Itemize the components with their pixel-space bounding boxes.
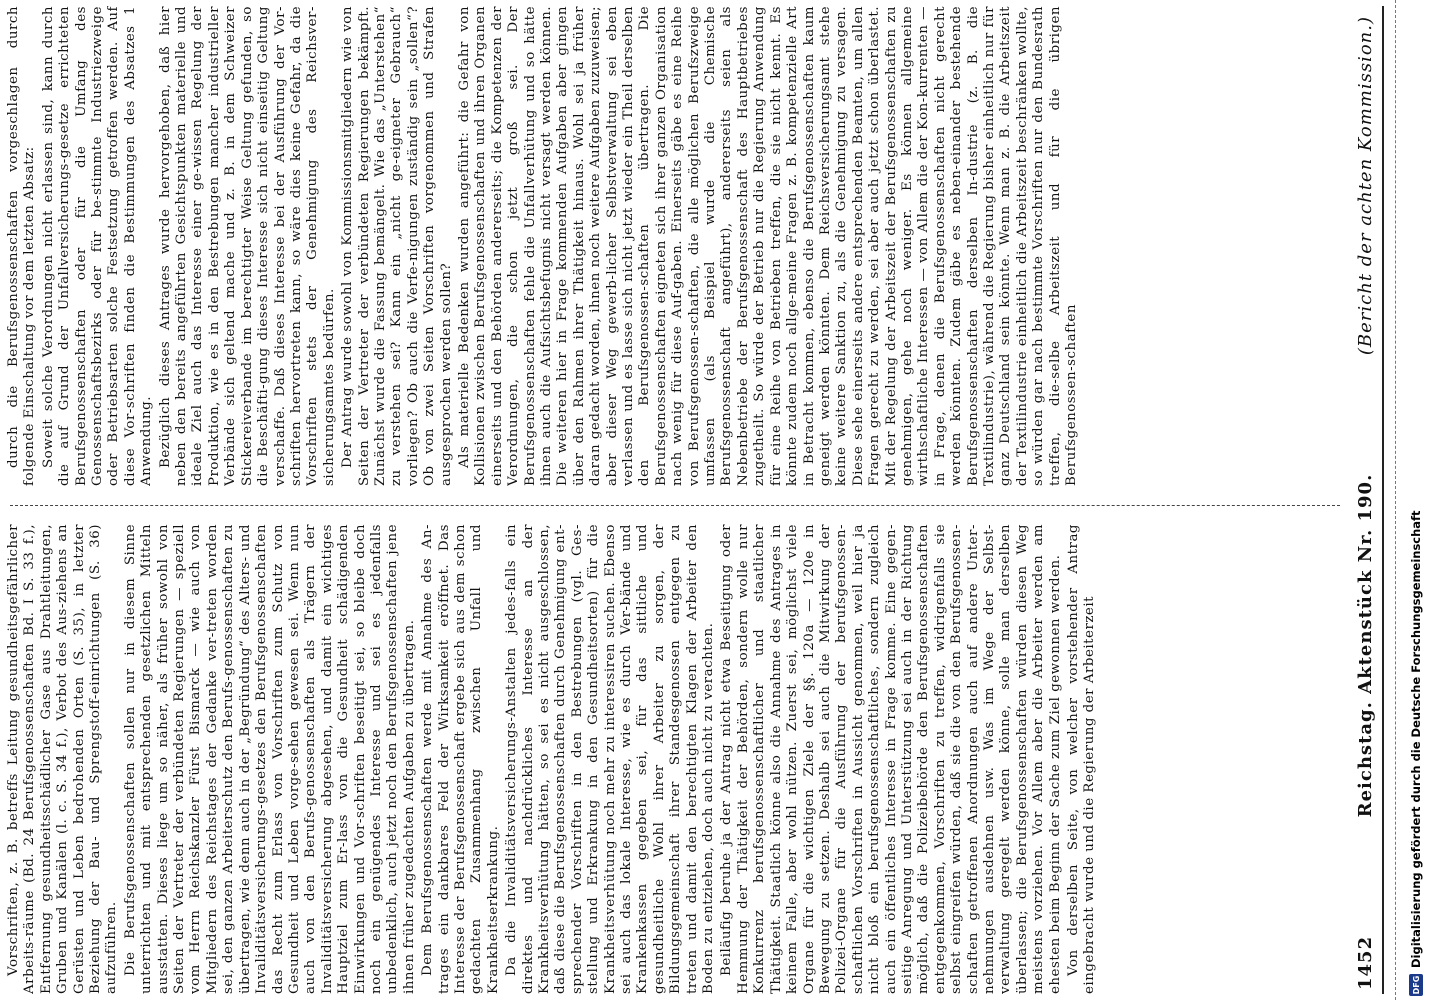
paragraph: Vorschriften, z. B. betreffs Leitung gesundheitsgefährlicher Arbeits-räume (Bd. 24 Berufsgenossenschaften Bd. I S. 33 f.), Entfernung gesundheitsschädlicher Gase aus Drahtleitungen, Gruben und Kanälen (l. c. S. 34 f.), Verbot des Aus-ziehens an Gerüsten und Leben bedrohenden Orten (S. 35), in letzter Beziehung der Bau- und Sprengstoff-einrichtungen (S. 36) aufzuführen. [6,524,120,994]
rotated-newspaper-sheet [6,6,1386,994]
paragraph: Bezüglich dieses Antrages wurde hervorgehoben, daß hier neben den bereits angeführten Gesichtspunkten materielle und ideale Ziel auch das Interesse einer ge-wissen Regelung der Produktion, wie es in den Bestrebungen mancher industrieller Verbände sich geltend mache und z. B. in dem Schweizer Stickereiverbande im berechtigter Weise Geltung gefunden, so die Beschäfti-gung dieses Interesse sich nicht einseitig Geltung verschaffe. Daß dieses Interesse bei der Ausführung der Vor-schriften hervortreten kann, so wäre dies keine Gefahr, da die Vorschriften stets der Genehmigung des Reichsver-sicherungsamtes bedürfen. [157,6,337,486]
page-header [1348,6,1384,994]
running-head-right: (Bericht der achten Kommission.) [1354,16,1376,356]
paragraph: Als materielle Bedenken wurden angeführt: die Gefahr von Kollisionen zwischen Berufsgenossenschaften und ihren Organen einerseits und den Behörden andererseits; die Kompetenzen der Verordnungen, die schon jetzt groß sei. Der Berufsgenossenschaften fehle die Unfallverhütung und so hätte ihnen auch die Aufsichtsbefugnis nicht versagt werden können. Die weiteren hier in Frage kommenden Aufgaben aber gingen über den Rahmen ihrer Thätigkeit hinaus. Wohl sei ja früher daran gedacht worden, ihnen noch weitere Aufgaben zuzuweisen; aber dieser Weg gewerb-licher Selbstverwaltung sei eben verlassen und es lasse sich nicht jetzt wieder ein Theil derselben den Berufsgenossen-schaften übertragen. Die Berufsgenossenschaften eigneten sich ihrer ganzen Organisation nach wenig für diese Auf-gaben. Einerseits gäbe es eine Reihe von Berufsgenossen-schaften, die alle möglichen Berufszweige umfassen (als Beispiel wurde die Chemische Berufsgenossenschaft angeführt), andererseits seien als Nebenbetriebe der Berufsgenossenschaft des Hauptbetriebes zugetheilt. So würde der Betrieb nur die Regierung Anwendung für eine Reihe von Betrieben treffen, die sie nicht kennt. Es könnte zudem noch allge-meine Fragen z. B. kompetenzielle Art in Betracht kommen, ebenso die Berufsgenossenschaften kaum geneigt werden könnten. Dem Reichsversicherungsamt stehe keine weitere Sanktion zu, als die Genehmigung zu versagen. Diese sehe einerseits andere entsprechenden Beamten, um allen Fragen gerecht zu werden, sei aber auch jetzt schon überlastet. Mit der Regelung der Arbeitszeit der Berufsgenossenschaften zu genehmigen, gehe noch weniger. Es können allgemeine wirthschaftliche Interessen — von Allem die der Kon-kurrenten — in Frage, denen die Berufsgenossenschaften nicht gerecht werden könnten. Zudem gäbe es neben-einander bestehende Berufsgenossenschaften derselben In-dustrie (z. B. die Textilindustrie), während die Regierung bisher einheitlich nur für ganz Deutschland sein könnte. Wenn man z. B. die Arbeitszeit der Textilindustrie einheitlich die Arbeitszeit beschränken wollte, so würden gar nach bestimmte Vorschriften nur den Bundesrath treffen, die-selbe Arbeitszeit und für die übrigen Berufsgenossen-schaften [456,6,1079,486]
credit-text: Digitalisierung gefördert durch die Deutsche Forschungsgemeinschaft [1409,510,1423,968]
page-number: 1452 [1354,935,1376,990]
paragraph: durch die Berufsgenossenschaften vorgeschlagen durch folgende Einschaltung vor dem letzten Absatz: [6,6,38,486]
paragraph: Soweit solche Verordnungen nicht erlassen sind, kann durch die auf Grund der Unfallversicherungs-gesetze errichteten Berufsgenossenschaften oder für die Umfang des Genossenschaftsbezirks oder für be-stimmte Industriezweige oder Betriebsarten solche Festsetzung getroffen werden. Auf diese Vor-schriften finden die Bestimmungen des Absatzes 1 Anwendung. [40,6,155,486]
running-head: Reichstag. Aktenstück Nr. 190. [1354,473,1376,818]
paragraph: Dem Berufsgenossenschaften werde mit Annahme des An-trages ein dankbares Feld der Wirksamkeit eröffnet. Das Interesse der Berufsgenossenschaft ergebe sich aus dem schon gedachten Zusammenhang zwischen Unfall und Krankheitserkrankung. [420,524,501,994]
paragraph: Da die Invaliditätsversicherungs-Anstalten jedes-falls ein direktes und nachdrückliches Interesse an der Krankheitsverhütung hätten, so sei es nicht ausgeschlossen, daß diese die Berufsgenossenschaften durch Genehmigung ent-sprechender Vorschriften in den Bestrebungen (vgl. Ges-stellung und Erkrankung in den Gesundheitsorten) für die Krankheitsverhütung noch mehr zu interessiren suchen. Ebenso sei auch das lokale Interesse, wie es durch Ver-bände und Krankenkassen gegeben sei, für das sittliche und gesundheitliche Wohl ihrer Arbeiter zu sorgen, der Bildungsgemeinschaft ihrer Standesgenossen entgegen zu treten und damit den berechtigten Klagen der Arbeiter den Boden zu entziehen, doch auch nicht zu verachten. [504,524,717,994]
paragraph: Von derselben Seite, von welcher vorstehender Antrag eingebracht wurde und die Regierung der Arbeiterzeit [1066,524,1098,994]
dfg-logo: DFG [1409,974,1423,996]
left-column [6,524,1344,994]
paragraph: Beiläufig beruhe ja der Antrag nicht etwa Beseitigung oder Hemmung der Thätigkeit der Behörden, sondern wolle nur Konkurrenz berufsgenossenschaftlicher und staatlicher Thätigkeit. Staatlich könne also die Annahme des Antrages in keinem Falle, aber wohl nützen. Zuerst sei, möglichst viele Organe für die wichtigen Ziele der §§. 120a — 120e in Bewegung zu setzen. Deshalb sei auch die Mitwirkung der Polizei-Organe für die Ausführung der berufsgenossen-schaftlichen Vorschriften in Aussicht genommen, weil hier ja nicht bloß ein berufsgenossenschaftliches, sondern zugleich auch ein öffentliches Interesse in Frage komme. Eine gegen-seitige Anregung und Unterstützung sei auch in der Richtung möglich, daß die Polizeibehörde den Berufsgenossenschaften entgegenkommen, Vorschriften zu treffen, widrigenfalls sie selbst eingreifen würden, daß sie die von den Berufsgenossen-schaften getroffenen Anordnungen auch auf andere Unter-nehmungen ausdehnen usw. Was im Wege der Selbst-verwaltung geregelt werden könne, solle man derselben überlassen; die Berufsgenossenschaften würden diesen Weg meistens vorziehen. Vor Allem aber die Arbeiter werden am ehesten beim Beginn der Sache zum Ziel gewonnen werden. [719,524,1063,994]
right-column [6,6,1344,486]
paragraph: Die Berufsgenossenschaften sollen nur in diesem Sinne unterrichten und mit entsprechenden gesetzlichen Mitteln ausstatten. Dieses liege um so näher, als früher sowohl von Seiten der Vertreter der verbündeten Regierungen — speziell vom Herrn Reichskanzler Fürst Bismarck — wie auch von Mitgliedern des Reichstages der Gedanke ver-treten worden sei, den ganzen Arbeiterschutz den Berufs-genossenschaften zu übertragen, wie denn auch in der „Begründung“ des Alters- und Invaliditätsversicherungs-gesetzes den Berufsgenossenschaften das Recht zum Erlass von Vorschriften zum Schutz von Gesundheit und Leben vorge-sehen gewesen sei. Wenn nun auch von den Berufs-genossenschaften als Trägern der Invaliditätsversicherung abgesehen, und damit ein wichtiges Hauptziel zum Er-lass von die Gesundheit schädigenden Einwirkungen und Vor-schriften beseitigt sei, so bleibe doch noch ein genügendes Interesse und sei es jedenfalls unbedenklich, auch jetzt noch den Berufsgenossenschaften jene ihnen früher zugedachten Aufgaben zu übertragen. [122,524,417,994]
margin-rule [1395,0,1396,1000]
column-divider [10,505,1340,506]
credit-line [1404,0,1428,1000]
paragraph: Der Antrag wurde sowohl von Kommissionsmitgliedern wie von Seiten der Vertreter der verbündeten Regierungen bekämpft. Zunächst wurde die Fassung bemängelt. Wie das „Unterstehen“ zu verstehen sei? Kann ein „nicht ge-eigneter Gebrauch“ vorliegen? Ob auch die Verfe-nigungen zuständig sein „sollen“? Ob von zwei Seiten Vorschriften vorgenommen und Strafen ausgesprochen werden sollen? [340,6,454,486]
sheet-content [6,6,1386,994]
text-columns [6,6,1344,994]
digitization-credit [1404,0,1428,1000]
